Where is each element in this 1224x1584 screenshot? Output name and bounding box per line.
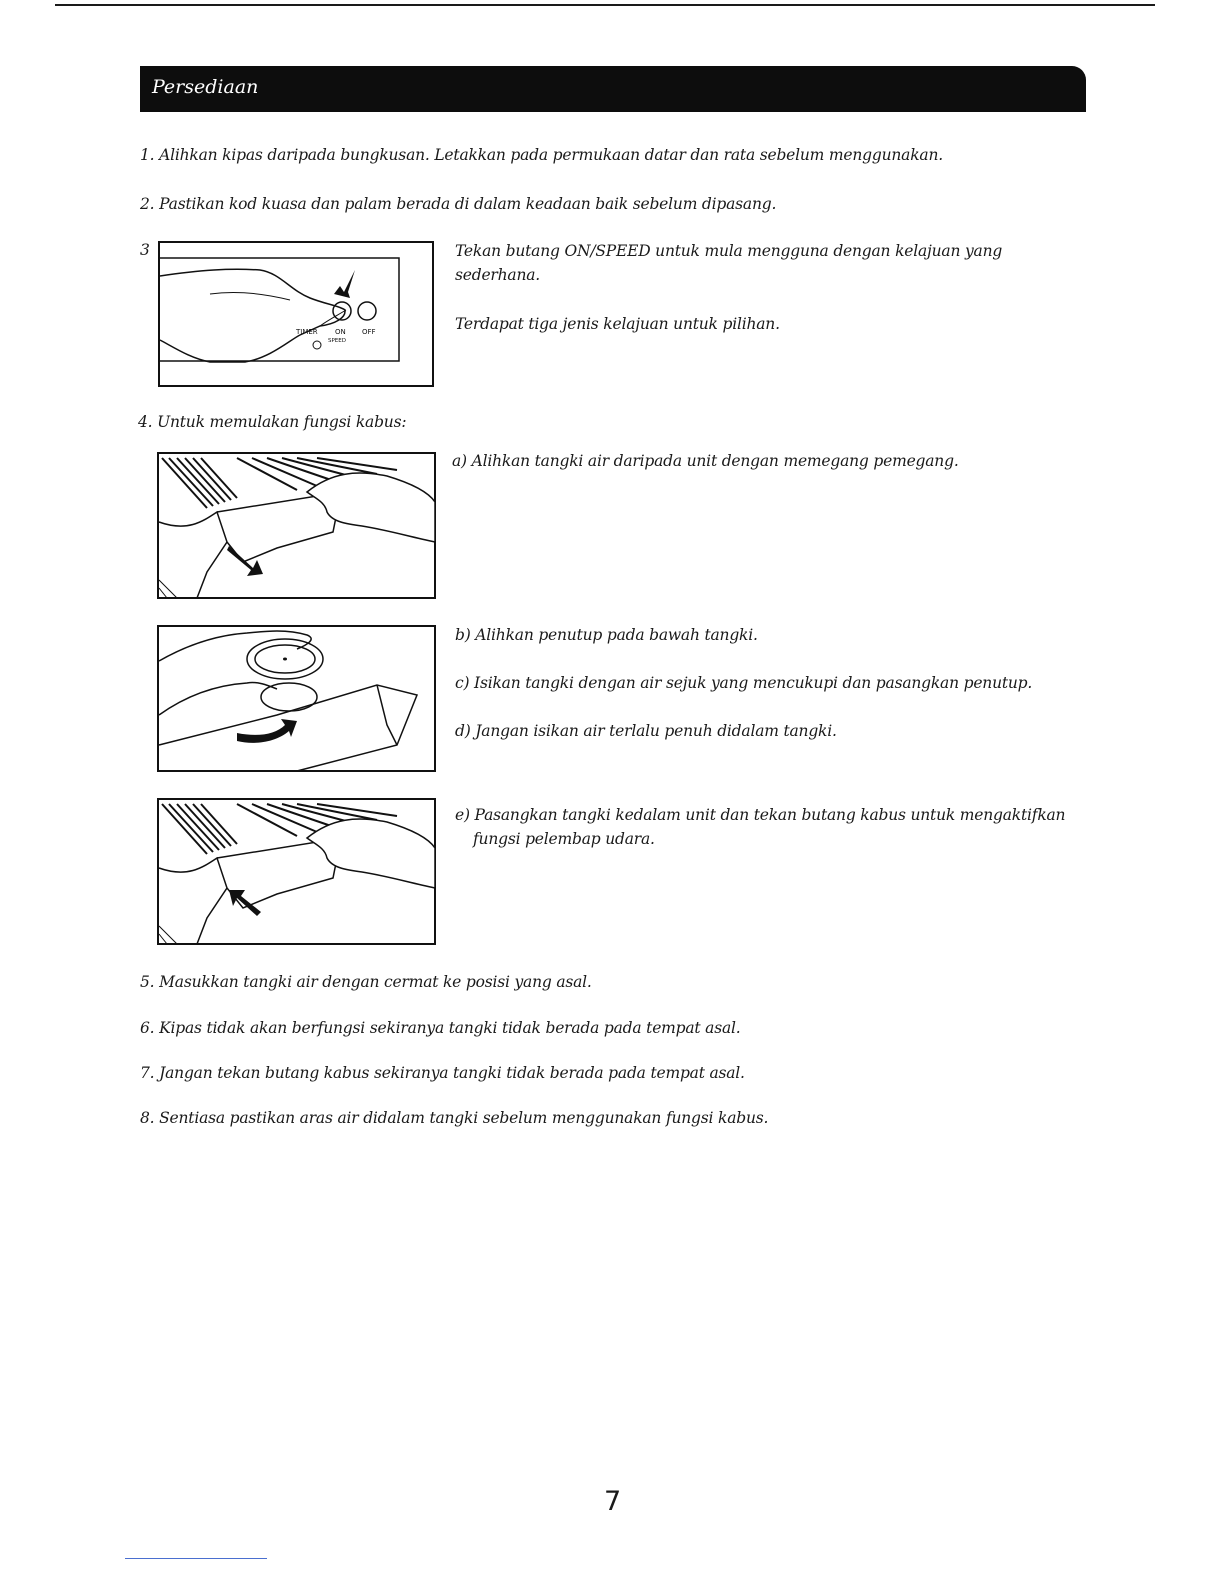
step-d-text: d) Jangan isikan air terlalu penuh didalam tangki. [455,722,837,740]
step-e-line-1: e) Pasangkan tangki kedalam unit dan tekan butang kabus untuk mengaktifkan [455,806,1066,824]
step-5-text: 5. Masukkan tangki air dengan cermat ke posisi yang asal. [140,973,592,991]
unit-body [159,842,337,944]
hand-drawing [307,473,435,542]
control-panel-illustration [150,240,436,390]
step-3-line-2: sederhana. [455,266,541,284]
step-4-heading: 4. Untuk memulakan fungsi kabus: [138,413,407,431]
step-3-number: 3. [140,241,155,259]
hand-drawing [307,819,435,888]
step-a-text: a) Alihkan tangki air daripada unit dengan memegang pemegang. [452,452,959,470]
press-arrow-icon [334,270,355,298]
step-e-line-2: fungsi pelembap udara. [473,830,655,848]
step-3-line-1: Tekan butang ON/SPEED untuk mula mengguna dengan kelajuan yang [455,242,1003,260]
step-8-text: 8. Sentiasa pastikan aras air didalam tangki sebelum menggunakan fungsi kabus. [140,1109,769,1127]
timer-label: TIMER [296,328,318,336]
step-6-text: 6. Kipas tidak akan berfungsi sekiranya tangki tidak berada pada tempat asal. [140,1019,741,1037]
pull-arrow-icon [227,546,263,576]
on-label: ON [335,328,346,336]
panel-inner-frame [159,258,399,361]
top-edge-line [55,4,1155,6]
step-7-text: 7. Jangan tekan butang kabus sekiranya tangki tidak berada pada tempat asal. [140,1064,745,1082]
finger-drawing [160,269,345,362]
section-header [140,66,1086,112]
remove-cap-illustration [157,625,437,773]
step-3-line-3: Terdapat tiga jenis kelajuan untuk pilihan. [455,315,780,333]
insert-tank-illustration [157,798,437,946]
unit-body [159,496,337,598]
step-c-text: c) Isikan tangki dengan air sejuk yang mencukupi dan pasangkan penutup. [455,674,1033,692]
step-2-text: 2. Pastikan kod kuasa dan palam berada di dalam keadaan baik sebelum dipasang. [140,195,777,213]
page-number: 7 [604,1486,622,1517]
speed-label: SPEED [328,338,346,344]
panel-outer-frame [159,242,433,386]
step-1-text: 1. Alihkan kipas daripada bungkusan. Letakkan pada permukaan datar dan rata sebelum menggunakan. [140,146,943,164]
remove-tank-illustration [157,452,437,600]
section-title: Persediaan [152,76,259,98]
timer-button-icon [313,341,321,349]
bottom-edge-line [125,1558,267,1559]
off-button-icon [358,302,376,320]
step-b-text: b) Alihkan penutup pada bawah tangki. [455,626,758,644]
off-label: OFF [362,328,376,336]
